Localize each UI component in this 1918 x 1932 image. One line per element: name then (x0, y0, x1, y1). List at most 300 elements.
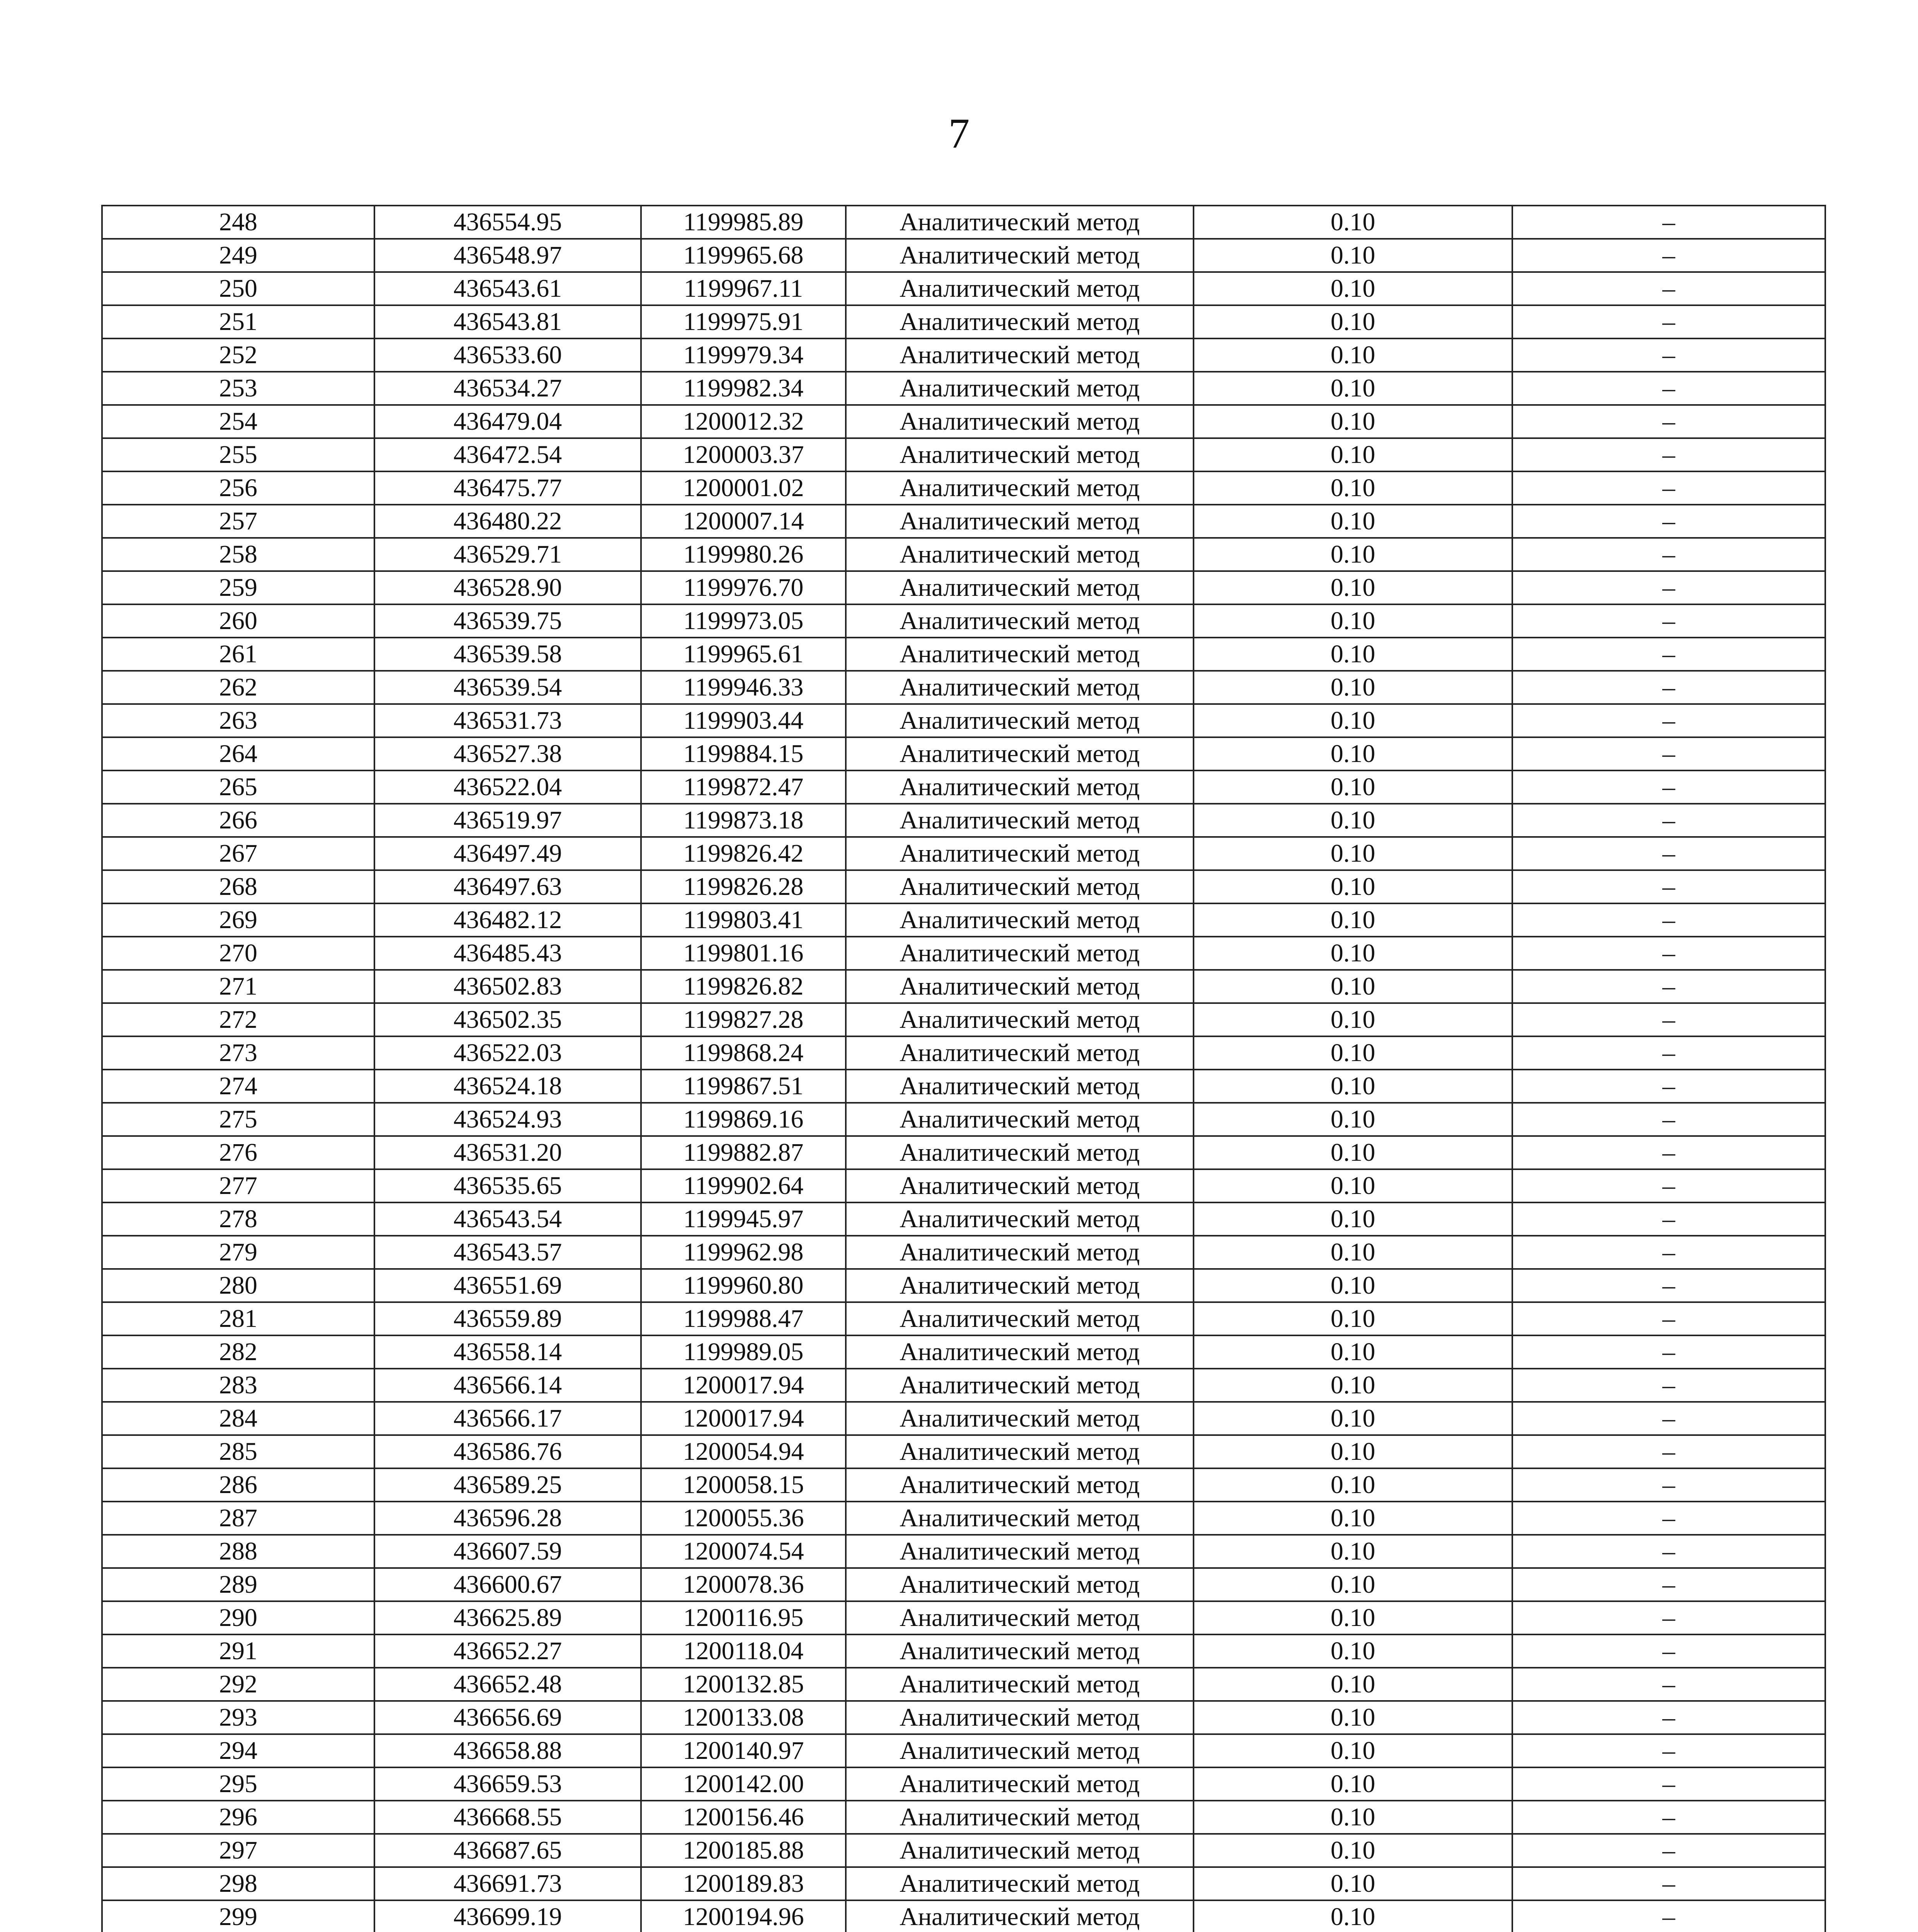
accuracy-cell: 0.10 (1194, 837, 1512, 870)
description-cell: – (1512, 1834, 1825, 1867)
accuracy-cell: 0.10 (1194, 372, 1512, 405)
y-coordinate-cell: 1200012.32 (641, 405, 846, 438)
y-coordinate-cell: 1199867.51 (641, 1070, 846, 1103)
point-number-cell: 294 (102, 1734, 374, 1767)
description-cell: – (1512, 206, 1825, 239)
description-cell: – (1512, 1335, 1825, 1369)
accuracy-cell: 0.10 (1194, 1269, 1512, 1302)
method-cell: Аналитический метод (846, 1003, 1194, 1036)
x-coordinate-cell: 436479.04 (374, 405, 641, 438)
y-coordinate-cell: 1199973.05 (641, 604, 846, 638)
table-row (102, 1601, 1825, 1634)
x-coordinate-cell: 436519.97 (374, 804, 641, 837)
accuracy-cell: 0.10 (1194, 1070, 1512, 1103)
point-number-cell: 288 (102, 1535, 374, 1568)
description-cell: – (1512, 438, 1825, 471)
description-cell: – (1512, 571, 1825, 604)
accuracy-cell: 0.10 (1194, 1634, 1512, 1668)
y-coordinate-cell: 1199902.64 (641, 1169, 846, 1202)
point-number-cell: 291 (102, 1634, 374, 1668)
point-number-cell: 249 (102, 239, 374, 272)
point-number-cell: 255 (102, 438, 374, 471)
table-row (102, 737, 1825, 770)
table-row (102, 638, 1825, 671)
x-coordinate-cell: 436502.35 (374, 1003, 641, 1036)
description-cell: – (1512, 1767, 1825, 1801)
point-number-cell: 251 (102, 305, 374, 338)
x-coordinate-cell: 436543.61 (374, 272, 641, 305)
method-cell: Аналитический метод (846, 770, 1194, 804)
table-row (102, 770, 1825, 804)
x-coordinate-cell: 436600.67 (374, 1568, 641, 1601)
point-number-cell: 274 (102, 1070, 374, 1103)
method-cell: Аналитический метод (846, 1900, 1194, 1932)
point-number-cell: 281 (102, 1302, 374, 1335)
y-coordinate-cell: 1199965.61 (641, 638, 846, 671)
y-coordinate-cell: 1199903.44 (641, 704, 846, 737)
point-number-cell: 272 (102, 1003, 374, 1036)
accuracy-cell: 0.10 (1194, 604, 1512, 638)
accuracy-cell: 0.10 (1194, 1668, 1512, 1701)
y-coordinate-cell: 1200058.15 (641, 1468, 846, 1502)
method-cell: Аналитический метод (846, 1834, 1194, 1867)
description-cell: – (1512, 1302, 1825, 1335)
y-coordinate-cell: 1199960.80 (641, 1269, 846, 1302)
table-row (102, 471, 1825, 505)
accuracy-cell: 0.10 (1194, 1834, 1512, 1867)
x-coordinate-cell: 436625.89 (374, 1601, 641, 1634)
accuracy-cell: 0.10 (1194, 1767, 1512, 1801)
table-row (102, 1734, 1825, 1767)
accuracy-cell: 0.10 (1194, 1302, 1512, 1335)
description-cell: – (1512, 239, 1825, 272)
table-row (102, 870, 1825, 903)
y-coordinate-cell: 1200001.02 (641, 471, 846, 505)
table-row (102, 372, 1825, 405)
table-row (102, 338, 1825, 372)
accuracy-cell: 0.10 (1194, 1136, 1512, 1169)
method-cell: Аналитический метод (846, 405, 1194, 438)
method-cell: Аналитический метод (846, 305, 1194, 338)
point-number-cell: 253 (102, 372, 374, 405)
y-coordinate-cell: 1199801.16 (641, 937, 846, 970)
description-cell: – (1512, 1502, 1825, 1535)
x-coordinate-cell: 436659.53 (374, 1767, 641, 1801)
table-row (102, 1302, 1825, 1335)
point-number-cell: 267 (102, 837, 374, 870)
method-cell: Аналитический метод (846, 571, 1194, 604)
point-number-cell: 266 (102, 804, 374, 837)
accuracy-cell: 0.10 (1194, 1402, 1512, 1435)
accuracy-cell: 0.10 (1194, 1535, 1512, 1568)
point-number-cell: 273 (102, 1036, 374, 1070)
x-coordinate-cell: 436558.14 (374, 1335, 641, 1369)
method-cell: Аналитический метод (846, 1136, 1194, 1169)
description-cell: – (1512, 1601, 1825, 1634)
table-row (102, 1634, 1825, 1668)
description-cell: – (1512, 604, 1825, 638)
y-coordinate-cell: 1200074.54 (641, 1535, 846, 1568)
description-cell: – (1512, 1070, 1825, 1103)
accuracy-cell: 0.10 (1194, 671, 1512, 704)
accuracy-cell: 0.10 (1194, 1435, 1512, 1468)
point-number-cell: 263 (102, 704, 374, 737)
method-cell: Аналитический метод (846, 1767, 1194, 1801)
accuracy-cell: 0.10 (1194, 1036, 1512, 1070)
x-coordinate-cell: 436607.59 (374, 1535, 641, 1568)
x-coordinate-cell: 436529.71 (374, 538, 641, 571)
method-cell: Аналитический метод (846, 206, 1194, 239)
y-coordinate-cell: 1199962.98 (641, 1236, 846, 1269)
x-coordinate-cell: 436566.14 (374, 1369, 641, 1402)
x-coordinate-cell: 436548.97 (374, 239, 641, 272)
method-cell: Аналитический метод (846, 1369, 1194, 1402)
method-cell: Аналитический метод (846, 372, 1194, 405)
method-cell: Аналитический метод (846, 970, 1194, 1003)
method-cell: Аналитический метод (846, 1568, 1194, 1601)
point-number-cell: 292 (102, 1668, 374, 1701)
accuracy-cell: 0.10 (1194, 1103, 1512, 1136)
point-number-cell: 277 (102, 1169, 374, 1202)
table-row (102, 505, 1825, 538)
accuracy-cell: 0.10 (1194, 505, 1512, 538)
point-number-cell: 298 (102, 1867, 374, 1900)
y-coordinate-cell: 1199989.05 (641, 1335, 846, 1369)
y-coordinate-cell: 1199946.33 (641, 671, 846, 704)
accuracy-cell: 0.10 (1194, 405, 1512, 438)
method-cell: Аналитический метод (846, 737, 1194, 770)
description-cell: – (1512, 272, 1825, 305)
table-row (102, 1103, 1825, 1136)
x-coordinate-cell: 436480.22 (374, 505, 641, 538)
accuracy-cell: 0.10 (1194, 1335, 1512, 1369)
accuracy-cell: 0.10 (1194, 770, 1512, 804)
table-row (102, 837, 1825, 870)
accuracy-cell: 0.10 (1194, 1236, 1512, 1269)
y-coordinate-cell: 1199976.70 (641, 571, 846, 604)
y-coordinate-cell: 1199826.28 (641, 870, 846, 903)
method-cell: Аналитический метод (846, 1867, 1194, 1900)
accuracy-cell: 0.10 (1194, 1468, 1512, 1502)
method-cell: Аналитический метод (846, 1701, 1194, 1734)
table-row (102, 1202, 1825, 1236)
x-coordinate-cell: 436539.75 (374, 604, 641, 638)
y-coordinate-cell: 1200055.36 (641, 1502, 846, 1535)
method-cell: Аналитический метод (846, 471, 1194, 505)
x-coordinate-cell: 436531.73 (374, 704, 641, 737)
y-coordinate-cell: 1200007.14 (641, 505, 846, 538)
method-cell: Аналитический метод (846, 604, 1194, 638)
accuracy-cell: 0.10 (1194, 804, 1512, 837)
description-cell: – (1512, 1701, 1825, 1734)
accuracy-cell: 0.10 (1194, 970, 1512, 1003)
y-coordinate-cell: 1200132.85 (641, 1668, 846, 1701)
description-cell: – (1512, 1668, 1825, 1701)
y-coordinate-cell: 1199869.16 (641, 1103, 846, 1136)
y-coordinate-cell: 1200194.96 (641, 1900, 846, 1932)
method-cell: Аналитический метод (846, 671, 1194, 704)
y-coordinate-cell: 1199873.18 (641, 804, 846, 837)
description-cell: – (1512, 538, 1825, 571)
point-number-cell: 261 (102, 638, 374, 671)
x-coordinate-cell: 436586.76 (374, 1435, 641, 1468)
table-row (102, 239, 1825, 272)
method-cell: Аналитический метод (846, 1402, 1194, 1435)
accuracy-cell: 0.10 (1194, 1601, 1512, 1634)
y-coordinate-cell: 1200017.94 (641, 1369, 846, 1402)
y-coordinate-cell: 1199975.91 (641, 305, 846, 338)
x-coordinate-cell: 436668.55 (374, 1801, 641, 1834)
y-coordinate-cell: 1199884.15 (641, 737, 846, 770)
description-cell: – (1512, 1535, 1825, 1568)
point-number-cell: 282 (102, 1335, 374, 1369)
table-row (102, 671, 1825, 704)
x-coordinate-cell: 436485.43 (374, 937, 641, 970)
description-cell: – (1512, 1402, 1825, 1435)
method-cell: Аналитический метод (846, 903, 1194, 937)
x-coordinate-cell: 436522.04 (374, 770, 641, 804)
table-row (102, 1502, 1825, 1535)
description-cell: – (1512, 1369, 1825, 1402)
method-cell: Аналитический метод (846, 1103, 1194, 1136)
x-coordinate-cell: 436656.69 (374, 1701, 641, 1734)
table-row (102, 1834, 1825, 1867)
y-coordinate-cell: 1200133.08 (641, 1701, 846, 1734)
table-row (102, 1236, 1825, 1269)
x-coordinate-cell: 436589.25 (374, 1468, 641, 1502)
x-coordinate-cell: 436652.27 (374, 1634, 641, 1668)
method-cell: Аналитический метод (846, 538, 1194, 571)
description-cell: – (1512, 1568, 1825, 1601)
accuracy-cell: 0.10 (1194, 438, 1512, 471)
table-row (102, 405, 1825, 438)
coordinates-table (101, 205, 1826, 1932)
coordinates-table-body (102, 206, 1825, 1932)
point-number-cell: 290 (102, 1601, 374, 1634)
table-row (102, 1136, 1825, 1169)
accuracy-cell: 0.10 (1194, 1369, 1512, 1402)
accuracy-cell: 0.10 (1194, 1801, 1512, 1834)
accuracy-cell: 0.10 (1194, 870, 1512, 903)
method-cell: Аналитический метод (846, 937, 1194, 970)
description-cell: – (1512, 1734, 1825, 1767)
x-coordinate-cell: 436543.57 (374, 1236, 641, 1269)
point-number-cell: 254 (102, 405, 374, 438)
table-row (102, 1402, 1825, 1435)
table-row (102, 970, 1825, 1003)
accuracy-cell: 0.10 (1194, 338, 1512, 372)
method-cell: Аналитический метод (846, 837, 1194, 870)
method-cell: Аналитический метод (846, 638, 1194, 671)
accuracy-cell: 0.10 (1194, 1003, 1512, 1036)
x-coordinate-cell: 436475.77 (374, 471, 641, 505)
table-row (102, 206, 1825, 239)
y-coordinate-cell: 1200078.36 (641, 1568, 846, 1601)
description-cell: – (1512, 305, 1825, 338)
accuracy-cell: 0.10 (1194, 571, 1512, 604)
table-row (102, 1036, 1825, 1070)
y-coordinate-cell: 1200118.04 (641, 1634, 846, 1668)
y-coordinate-cell: 1199979.34 (641, 338, 846, 372)
table-row (102, 1369, 1825, 1402)
y-coordinate-cell: 1200156.46 (641, 1801, 846, 1834)
table-row (102, 1535, 1825, 1568)
method-cell: Аналитический метод (846, 870, 1194, 903)
x-coordinate-cell: 436551.69 (374, 1269, 641, 1302)
point-number-cell: 299 (102, 1900, 374, 1932)
accuracy-cell: 0.10 (1194, 903, 1512, 937)
x-coordinate-cell: 436596.28 (374, 1502, 641, 1535)
table-row (102, 1801, 1825, 1834)
point-number-cell: 262 (102, 671, 374, 704)
accuracy-cell: 0.10 (1194, 538, 1512, 571)
point-number-cell: 280 (102, 1269, 374, 1302)
point-number-cell: 279 (102, 1236, 374, 1269)
table-row (102, 1269, 1825, 1302)
x-coordinate-cell: 436531.20 (374, 1136, 641, 1169)
table-row (102, 1701, 1825, 1734)
page-number: 7 (948, 110, 970, 157)
point-number-cell: 270 (102, 937, 374, 970)
description-cell: – (1512, 1900, 1825, 1932)
method-cell: Аналитический метод (846, 1302, 1194, 1335)
point-number-cell: 268 (102, 870, 374, 903)
y-coordinate-cell: 1199803.41 (641, 903, 846, 937)
accuracy-cell: 0.10 (1194, 1734, 1512, 1767)
x-coordinate-cell: 436472.54 (374, 438, 641, 471)
table-row (102, 1668, 1825, 1701)
y-coordinate-cell: 1200142.00 (641, 1767, 846, 1801)
accuracy-cell: 0.10 (1194, 471, 1512, 505)
point-number-cell: 252 (102, 338, 374, 372)
table-row (102, 903, 1825, 937)
x-coordinate-cell: 436497.63 (374, 870, 641, 903)
point-number-cell: 289 (102, 1568, 374, 1601)
table-row (102, 804, 1825, 837)
description-cell: – (1512, 1169, 1825, 1202)
x-coordinate-cell: 436534.27 (374, 372, 641, 405)
description-cell: – (1512, 1136, 1825, 1169)
method-cell: Аналитический метод (846, 804, 1194, 837)
y-coordinate-cell: 1199872.47 (641, 770, 846, 804)
table-row (102, 1335, 1825, 1369)
accuracy-cell: 0.10 (1194, 305, 1512, 338)
y-coordinate-cell: 1199967.11 (641, 272, 846, 305)
table-row (102, 1900, 1825, 1932)
description-cell: – (1512, 1468, 1825, 1502)
description-cell: – (1512, 372, 1825, 405)
method-cell: Аналитический метод (846, 239, 1194, 272)
description-cell: – (1512, 1236, 1825, 1269)
x-coordinate-cell: 436502.83 (374, 970, 641, 1003)
method-cell: Аналитический метод (846, 1535, 1194, 1568)
point-number-cell: 286 (102, 1468, 374, 1502)
x-coordinate-cell: 436524.18 (374, 1070, 641, 1103)
method-cell: Аналитический метод (846, 1634, 1194, 1668)
description-cell: – (1512, 1036, 1825, 1070)
method-cell: Аналитический метод (846, 1668, 1194, 1701)
point-number-cell: 259 (102, 571, 374, 604)
table-row (102, 272, 1825, 305)
accuracy-cell: 0.10 (1194, 1202, 1512, 1236)
description-cell: – (1512, 505, 1825, 538)
method-cell: Аналитический метод (846, 505, 1194, 538)
method-cell: Аналитический метод (846, 1468, 1194, 1502)
y-coordinate-cell: 1199868.24 (641, 1036, 846, 1070)
description-cell: – (1512, 870, 1825, 903)
accuracy-cell: 0.10 (1194, 239, 1512, 272)
description-cell: – (1512, 970, 1825, 1003)
method-cell: Аналитический метод (846, 1269, 1194, 1302)
y-coordinate-cell: 1199827.28 (641, 1003, 846, 1036)
description-cell: – (1512, 1801, 1825, 1834)
description-cell: – (1512, 1003, 1825, 1036)
table-row (102, 704, 1825, 737)
point-number-cell: 271 (102, 970, 374, 1003)
accuracy-cell: 0.10 (1194, 638, 1512, 671)
y-coordinate-cell: 1200140.97 (641, 1734, 846, 1767)
description-cell: – (1512, 405, 1825, 438)
point-number-cell: 293 (102, 1701, 374, 1734)
method-cell: Аналитический метод (846, 1502, 1194, 1535)
point-number-cell: 248 (102, 206, 374, 239)
accuracy-cell: 0.10 (1194, 1502, 1512, 1535)
description-cell: – (1512, 338, 1825, 372)
x-coordinate-cell: 436652.48 (374, 1668, 641, 1701)
table-row (102, 1003, 1825, 1036)
accuracy-cell: 0.10 (1194, 937, 1512, 970)
x-coordinate-cell: 436533.60 (374, 338, 641, 372)
description-cell: – (1512, 1269, 1825, 1302)
point-number-cell: 285 (102, 1435, 374, 1468)
x-coordinate-cell: 436687.65 (374, 1834, 641, 1867)
description-cell: – (1512, 638, 1825, 671)
x-coordinate-cell: 436543.54 (374, 1202, 641, 1236)
table-row (102, 604, 1825, 638)
y-coordinate-cell: 1199945.97 (641, 1202, 846, 1236)
table-row (102, 1435, 1825, 1468)
point-number-cell: 256 (102, 471, 374, 505)
accuracy-cell: 0.10 (1194, 1867, 1512, 1900)
y-coordinate-cell: 1199980.26 (641, 538, 846, 571)
table-row (102, 937, 1825, 970)
table-row (102, 538, 1825, 571)
method-cell: Аналитический метод (846, 438, 1194, 471)
method-cell: Аналитический метод (846, 1734, 1194, 1767)
x-coordinate-cell: 436524.93 (374, 1103, 641, 1136)
x-coordinate-cell: 436497.49 (374, 837, 641, 870)
method-cell: Аналитический метод (846, 1169, 1194, 1202)
table-row (102, 1867, 1825, 1900)
y-coordinate-cell: 1200185.88 (641, 1834, 846, 1867)
method-cell: Аналитический метод (846, 272, 1194, 305)
point-number-cell: 250 (102, 272, 374, 305)
description-cell: – (1512, 903, 1825, 937)
point-number-cell: 297 (102, 1834, 374, 1867)
accuracy-cell: 0.10 (1194, 1568, 1512, 1601)
y-coordinate-cell: 1199965.68 (641, 239, 846, 272)
method-cell: Аналитический метод (846, 1202, 1194, 1236)
y-coordinate-cell: 1199826.82 (641, 970, 846, 1003)
description-cell: – (1512, 1435, 1825, 1468)
method-cell: Аналитический метод (846, 704, 1194, 737)
point-number-cell: 276 (102, 1136, 374, 1169)
method-cell: Аналитический метод (846, 1601, 1194, 1634)
accuracy-cell: 0.10 (1194, 704, 1512, 737)
description-cell: – (1512, 1867, 1825, 1900)
x-coordinate-cell: 436554.95 (374, 206, 641, 239)
method-cell: Аналитический метод (846, 1070, 1194, 1103)
